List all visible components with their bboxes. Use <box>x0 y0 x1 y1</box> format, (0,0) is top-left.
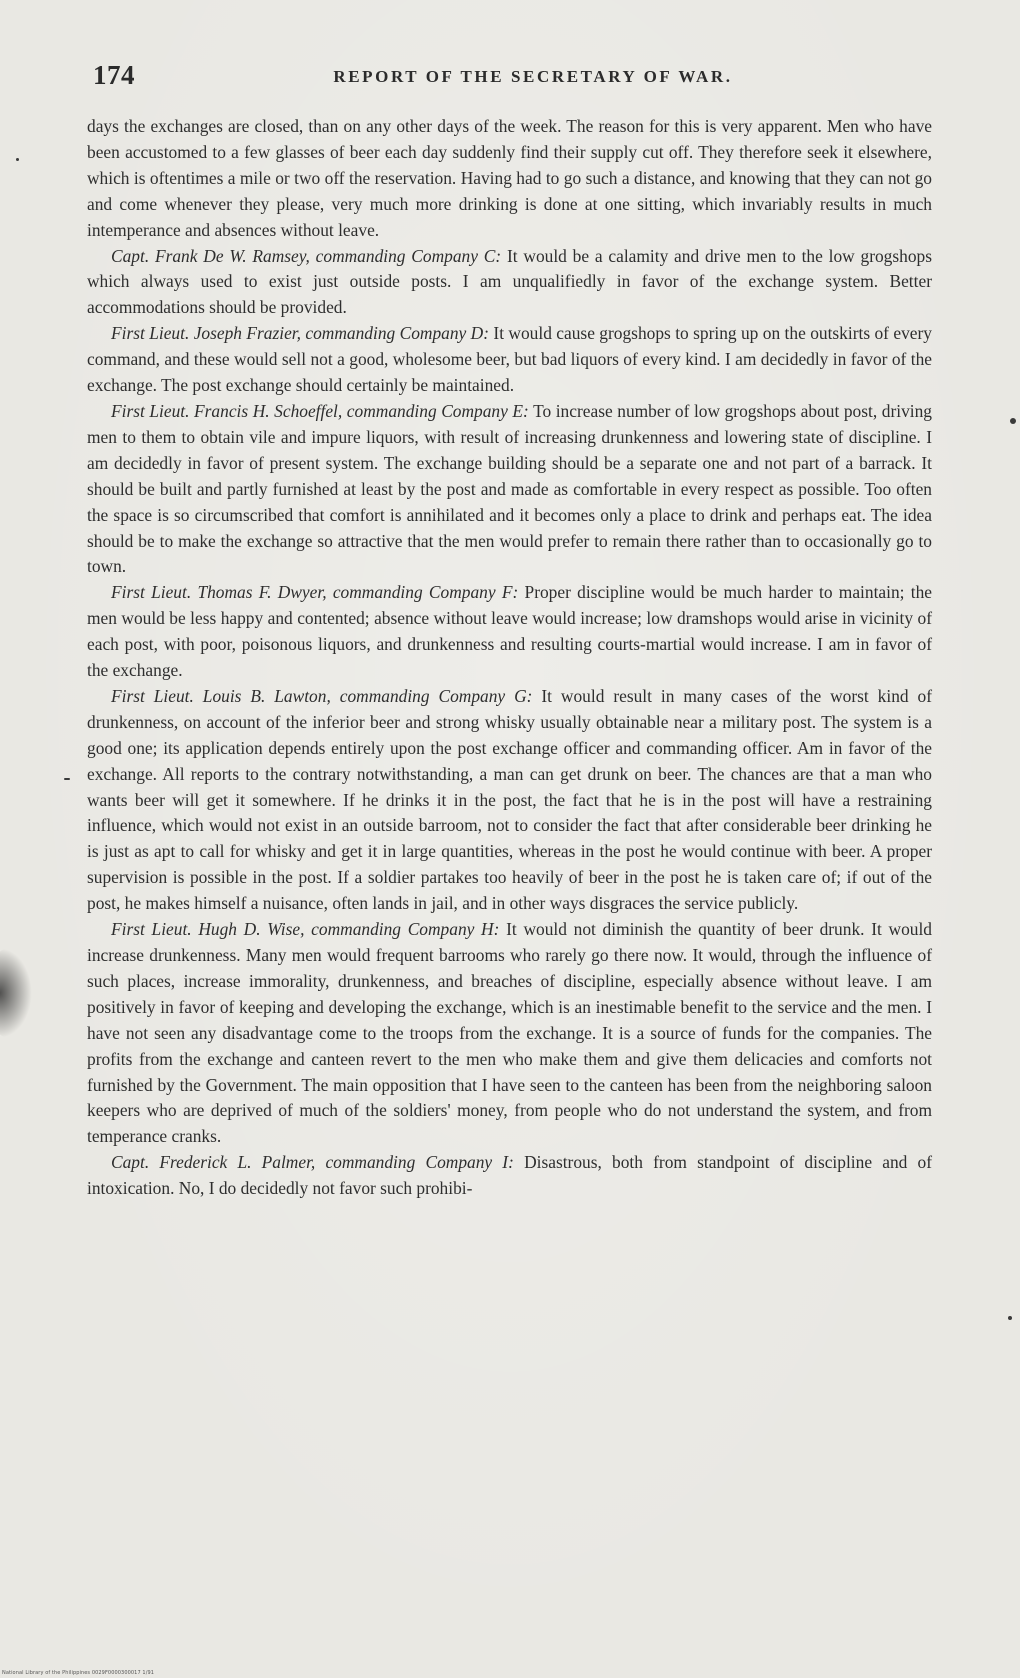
paragraph-text: It would cause grogshops to spring up on the outskirts of every command, and these would sell not a good, wholesome beer, but bad liquors of every kind. I am decidedly in favor of the exchange. The post exchange should certainly be maintained. <box>87 323 932 396</box>
paragraph-speaker: First Lieut. Joseph Frazier, commanding Company D: <box>111 323 490 344</box>
paragraph <box>87 917 932 1150</box>
page-number: 174 <box>93 60 135 90</box>
margin-speck <box>64 778 70 780</box>
paragraph-text: It would not diminish the quantity of beer drunk. It would increase drunkenness. Many men would frequent barrooms who rarely go there now. It would, through the influence of such places, increase immorality, drunkenness, and breaches of discipline, especially absence without leave. I am positively in favor of keeping and developing the exchange, which is an inestimable benefit to the service and the men. I have not seen any disadvantage come to the troops from the exchange. It is a source of funds for the companies. The profits from the exchange and canteen revert to the men who make them and give them delicacies and comforts not furnished by the Government. The main opposition that I have seen to the canteen has been from the neighboring saloon keepers who are deprived of much of the soldiers' money, from people who do not understand the system, and from temperance cranks. <box>87 919 932 1147</box>
paragraph <box>87 244 932 322</box>
margin-speck <box>16 158 19 161</box>
paragraph-speaker: First Lieut. Hugh D. Wise, commanding Company H: <box>111 919 500 940</box>
paragraph-speaker: Capt. Frank De W. Ramsey, commanding Company C: <box>111 245 502 266</box>
paragraph-text: It would be a calamity and drive men to the low grogshops which always used to exist just outside posts. I am unqualifiedly in favor of the exchange system. Better accommodations should be provided. <box>87 245 933 318</box>
paragraph-speaker: Capt. Frederick L. Palmer, commanding Company I: <box>111 1152 514 1173</box>
library-footer-tag: National Library of the Philippines 0029F0000300017 1/91 <box>2 1670 155 1676</box>
running-head: REPORT OF THE SECRETARY OF WAR. <box>333 67 733 86</box>
margin-speck <box>1010 418 1016 424</box>
paragraph-speaker: First Lieut. Louis B. Lawton, commanding Company G: <box>111 685 533 706</box>
margin-speck <box>1008 1316 1012 1320</box>
paragraph-speaker: First Lieut. Francis H. Schoeffel, commanding Company E: <box>111 400 529 421</box>
paragraph <box>87 114 932 244</box>
paragraph-text: To increase number of low grogshops about post, driving men to them to obtain vile and impure liquors, with result of increasing drunkenness and lowering state of discipline. I am decidedly in favor of present system. The exchange building should be a separate one and not part of a barrack. It should be built and partly furnished at least by the post and made as comfortable in every respect as possible. Too often the space is so circumscribed that comfort is annihilated and it becomes only a place to drink and perhaps eat. The idea should be to make the exchange so attractive that the men would prefer to remain there rather than to occasionally go to town. <box>87 400 932 577</box>
paragraph-text: Proper discipline would be much harder to maintain; the men would be less happy and contented; absence without leave would increase; low dramshops would arise in vicinity of each post, with poor, poisonous liquors, and drunkenness and resulting courts-martial would increase. I am in favor of the exchange. <box>87 582 932 681</box>
body-text <box>87 114 932 1202</box>
paragraph-text: Disastrous, both from standpoint of discipline and of intoxication. No, I do decidedly not favor such prohibi- <box>87 1152 932 1199</box>
paragraph-text: days the exchanges are closed, than on any other days of the week. The reason for this is very apparent. Men who have been accustomed to a few glasses of beer each day suddenly find their supply cut off. They therefore seek it elsewhere, which is oftentimes a mile or two off the reservation. Having had to go such a distance, and knowing that they can not go and come whenever they please, very much more drinking is done at one sitting, which invariably results in much intemperance and absences without leave. <box>87 116 932 240</box>
paragraph-text: It would result in many cases of the worst kind of drunkenness, on account of the inferior beer and strong whisky usually obtainable near a military post. The system is a good one; its application depends entirely upon the post exchange officer and commanding officer. Am in favor of the exchange. All reports to the contrary notwithstanding, a man can get drunk on beer. The chances are that a man who wants beer will get it somewhere. If he drinks it in the post, the fact that he is in the post will have a restraining influence, which would not exist in an outside barroom, not to consider the fact that after considerable beer drinking he is just as apt to call for whisky and get it in large quantities, whereas in the post he would continue with beer. A proper supervision is possible in the post. If a soldier partakes too heavily of beer in the post he is taken care of; if out of the post, he makes himself a nuisance, often lands in jail, and in other ways disgraces the service publicly. <box>87 685 933 914</box>
paragraph <box>87 1150 932 1202</box>
paragraph <box>87 399 932 580</box>
paragraph <box>87 580 932 684</box>
scan-shadow <box>0 948 32 1038</box>
paragraph <box>87 684 932 917</box>
paragraph-speaker: First Lieut. Thomas F. Dwyer, commanding Company F: <box>111 582 519 603</box>
page-header <box>93 60 933 100</box>
paragraph <box>87 321 932 399</box>
